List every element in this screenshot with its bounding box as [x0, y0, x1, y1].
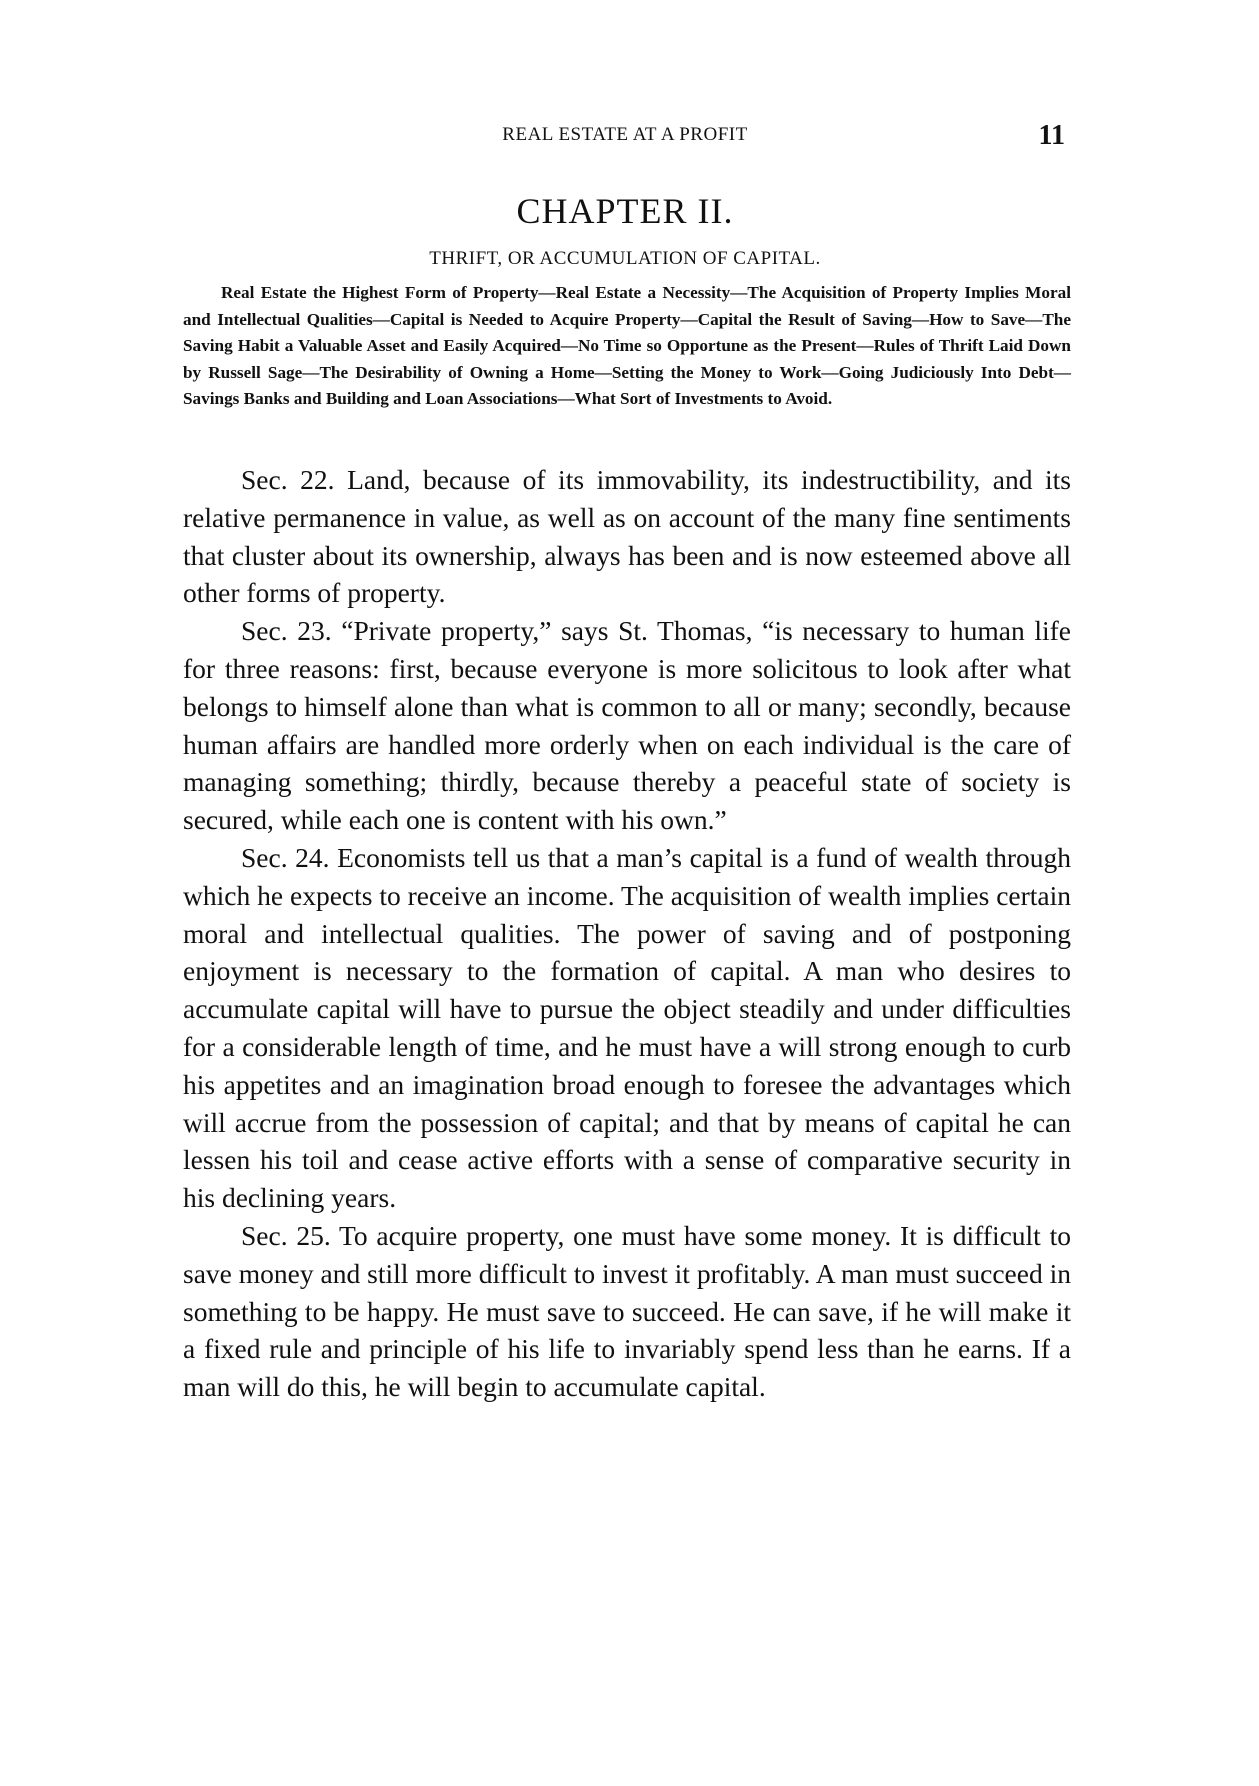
section-text: “Private property,” says St. Thomas, “is necessary to human life for three reasons: first, because everyone is more solicitous to look after what belongs to himself alone than what is common to all or many; secondly, because human affairs are handled more orderly when on each individual is the care of managing something; thirdly, because thereby a peaceful state of society is secured, while each one is content with his own.”	[183, 615, 1071, 836]
chapter-subtitle: THRIFT, OR ACCUMULATION OF CAPITAL.	[429, 248, 821, 269]
section-label: Sec. 22.	[241, 464, 335, 495]
section-text: Economists tell us that a man’s capital is a fund of wealth through which he expects to receive an income. The acquisition of wealth implies certain moral and intellectual qualities. The power of saving and of postponing enjoyment is necessary to the formation of capital. A man who desires to accumulate capital will have to pursue the object steadily and under difficulties for a considerable length of time, and he must have a will strong enough to curb his appetites and an imagination broad enough to foresee the advantages which will accrue from the possession of capital; and that by means of capital he can lessen his toil and cease active efforts with a sense of comparative security in his declining years.	[183, 841, 1071, 1214]
page-number: 11	[1038, 120, 1065, 151]
section-label: Sec. 23.	[241, 615, 332, 647]
running-head	[185, 120, 1065, 150]
section-paragraph	[183, 612, 1071, 839]
section-label: Sec. 24.	[241, 841, 330, 873]
section-label: Sec. 25.	[241, 1219, 331, 1251]
section-text: Land, because of its immovability, its indestructibility, and its relative permanence in value, as well as on account of the many fine sentiments that cluster about its ownership, always has been and is now esteemed above all other forms of property.	[183, 464, 1071, 609]
chapter-synopsis: Real Estate the Highest Form of Property—Real Estate a Necessity—The Acquisition of Property Implies Moral and Intellectual Qualities—Capital is Needed to Acquire Property—Capital the Result of Saving—How to Save—The Saving Habit a Valuable Asset and Easily Acquired—No Time so Opportune as the Present—Rules of Thrift Laid Down by Russell Sage—The Desirability of Owning a Home—Setting the Money to Work—Going Judiciously Into Debt—Savings Banks and Building and Loan Associations—What Sort of Investments to Avoid.	[183, 283, 1071, 408]
running-title: REAL ESTATE AT A PROFIT	[502, 124, 748, 145]
chapter-title: CHAPTER II.	[516, 191, 734, 231]
section-text: To acquire property, one must have some money. It is difficult to save money and still more difficult to invest it profitably. A man must succeed in something to be happy. He must save to succeed. He can save, if he will make it a fixed rule and principle of his life to invariably spend less than he earns. If a man will do this, he will begin to accumulate capital.	[183, 1219, 1071, 1403]
section-paragraph	[183, 1217, 1071, 1406]
section-paragraph	[183, 461, 1071, 612]
body-text	[183, 461, 1071, 1406]
section-paragraph	[183, 839, 1071, 1217]
